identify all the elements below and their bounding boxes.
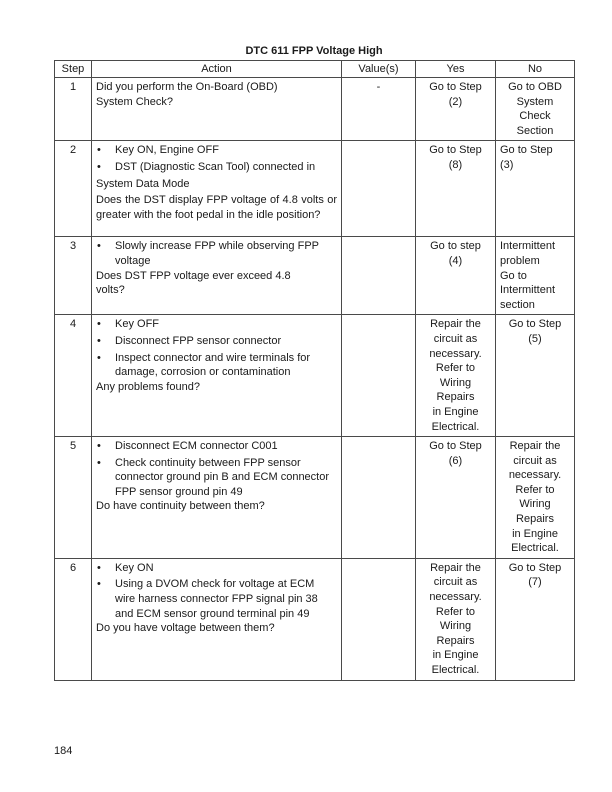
yes-cell — [416, 437, 496, 559]
value-cell — [342, 437, 416, 559]
bullet-item — [96, 143, 337, 158]
yes-line: circuit as — [433, 332, 478, 345]
table-row — [55, 437, 575, 559]
yes-line: Refer to — [435, 362, 476, 375]
no-line: Go to OBD — [508, 81, 562, 93]
header-step: Step — [55, 61, 92, 78]
yes-line: (2) — [448, 95, 463, 108]
no-line: in Engine — [512, 527, 558, 540]
bullet-icon: • — [97, 144, 101, 157]
no-line: necessary. — [508, 469, 562, 482]
bullet-icon: • — [97, 334, 101, 347]
header-no: No — [496, 61, 575, 78]
no-line: Intermittent problem — [500, 240, 556, 267]
bullet-icon: • — [97, 351, 101, 364]
bullet-text: Inspect connector and wire terminals for damage, corrosion or contamination — [115, 351, 311, 379]
bullet-text: DST (Diagnostic Scan Tool) connected in — [115, 160, 316, 173]
bullet-item — [96, 439, 337, 454]
no-line: System — [516, 95, 554, 108]
no-line: (5) — [528, 332, 542, 345]
yes-line: Wiring — [439, 620, 472, 633]
table-row — [55, 315, 575, 437]
header-values: Value(s) — [342, 61, 416, 78]
action-cell — [92, 558, 342, 680]
step-number: 1 — [55, 78, 92, 141]
yes-cell — [416, 558, 496, 680]
yes-cell — [416, 237, 496, 315]
yes-line: Refer to — [435, 605, 476, 618]
yes-cell — [416, 78, 496, 141]
table-row — [55, 237, 575, 315]
step-number: 4 — [55, 315, 92, 437]
bullet-icon: • — [97, 440, 101, 453]
no-cell — [496, 437, 575, 559]
yes-line: Wiring — [439, 376, 472, 389]
no-line: Check — [519, 110, 551, 123]
diagnostic-table — [54, 60, 575, 681]
bullet-item — [96, 351, 337, 380]
no-cell — [496, 237, 575, 315]
action-question: Does DST FPP voltage ever exceed 4.8 volts? — [96, 269, 291, 297]
value-cell: - — [342, 78, 416, 141]
bullet-text: Disconnect ECM connector C001 — [115, 440, 278, 453]
yes-line: (4) — [448, 254, 463, 267]
bullet-text: Check continuity between FPP sensor connector ground pin B and ECM connector FPP sensor ground pin 49 — [115, 456, 330, 498]
bullet-icon: • — [97, 456, 101, 469]
step-number: 6 — [55, 558, 92, 680]
header-yes: Yes — [416, 61, 496, 78]
yes-cell — [416, 315, 496, 437]
no-line: Wiring — [519, 498, 551, 511]
action-cell — [92, 315, 342, 437]
header-row — [55, 61, 575, 78]
yes-line: circuit as — [433, 576, 478, 589]
no-line: Go to Step — [500, 144, 553, 157]
action-cell — [92, 141, 342, 237]
action-question: Does the DST display FPP voltage of 4.8 volts or greater with the foot pedal in the idle position? — [96, 194, 337, 221]
no-line: Section — [516, 124, 554, 137]
bullet-text: Slowly increase FPP while observing FPP voltage — [115, 240, 319, 267]
header-action: Action — [92, 61, 342, 78]
no-line: Refer to — [515, 483, 555, 496]
bullet-item — [96, 561, 337, 576]
no-cell — [496, 141, 575, 237]
yes-line: Go to Step — [429, 440, 482, 453]
no-line: Go to Intermittent section — [500, 269, 556, 311]
yes-line: Electrical. — [431, 664, 480, 676]
value-cell — [342, 315, 416, 437]
bullet-item — [96, 577, 337, 621]
no-cell — [496, 315, 575, 437]
bullet-text: Key ON — [115, 561, 154, 574]
step-number: 5 — [55, 437, 92, 559]
table-row — [55, 78, 575, 141]
yes-line: Repairs — [436, 391, 475, 404]
value-cell — [342, 141, 416, 237]
action-cell — [92, 437, 342, 559]
no-cell — [496, 558, 575, 680]
bullet-item — [96, 239, 337, 268]
yes-line: in Engine — [432, 405, 479, 418]
no-line: circuit as — [513, 454, 557, 467]
action-cell — [92, 78, 342, 141]
yes-line: necessary. — [429, 591, 482, 604]
no-line: Go to Step — [508, 318, 562, 331]
yes-line: Electrical. — [431, 420, 480, 433]
no-cell — [496, 78, 575, 141]
action-cell — [92, 237, 342, 315]
bullet-icon: • — [97, 578, 101, 591]
yes-line: Go to step — [430, 240, 481, 253]
bullet-item — [96, 334, 337, 349]
step-number: 2 — [55, 141, 92, 237]
yes-line: in Engine — [432, 649, 479, 662]
no-line: (3) — [500, 158, 514, 171]
yes-line: Repair the — [430, 318, 481, 331]
value-cell — [342, 237, 416, 315]
yes-line: necessary. — [429, 347, 482, 360]
no-line: Electrical. — [511, 542, 559, 555]
bullet-icon: • — [97, 240, 101, 253]
bullet-icon: • — [97, 561, 101, 574]
yes-line: Repairs — [436, 634, 475, 647]
bullet-item — [96, 456, 337, 500]
table-row — [55, 558, 575, 680]
page-number: 184 — [54, 745, 73, 757]
action-text: Did you perform the On-Board (OBD) System Check? — [96, 81, 278, 108]
bullet-text: Using a DVOM check for voltage at ECM wire harness connector FPP signal pin 38 and ECM sensor ground terminal pin 49 — [115, 578, 318, 620]
action-text: System Data Mode — [96, 177, 190, 190]
bullet-text: Disconnect FPP sensor connector — [115, 334, 282, 347]
action-question: Do have continuity between them? — [96, 500, 265, 513]
bullet-icon: • — [97, 318, 101, 331]
no-line: Repairs — [516, 513, 554, 526]
step-number: 3 — [55, 237, 92, 315]
bullet-item — [96, 317, 337, 332]
no-line: Go to Step — [508, 561, 562, 574]
yes-line: (8) — [448, 158, 463, 171]
bullet-item — [96, 160, 337, 175]
yes-line: Go to Step — [429, 81, 482, 93]
bullet-text: Key ON, Engine OFF — [115, 144, 219, 157]
value-cell — [342, 558, 416, 680]
table-title: DTC 611 FPP Voltage High — [245, 45, 383, 57]
yes-cell — [416, 141, 496, 237]
yes-line: (6) — [448, 454, 463, 467]
bullet-text: Key OFF — [115, 318, 160, 331]
action-question: Any problems found? — [96, 380, 200, 393]
table-row — [55, 141, 575, 237]
bullet-icon: • — [97, 160, 101, 173]
yes-line: Go to Step — [429, 144, 482, 157]
action-question: Do you have voltage between them? — [96, 622, 275, 635]
no-line: (7) — [528, 576, 542, 589]
no-line: Repair the — [509, 440, 561, 453]
yes-line: Repair the — [430, 561, 481, 574]
